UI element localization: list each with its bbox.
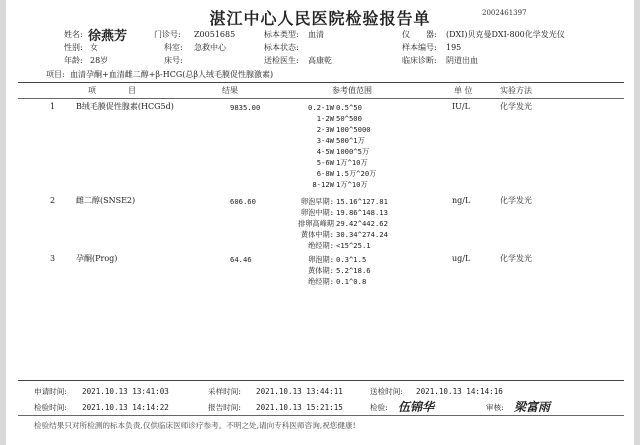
sample-no-label: 样本编号: [402, 43, 437, 52]
table-header-rule [18, 98, 624, 99]
doctor-name: 高康乾 [308, 56, 332, 65]
test-time-label: 检验时间: [34, 403, 67, 412]
dept-label: 科室: [164, 43, 183, 52]
report-sheet [6, 0, 634, 445]
reference-key: 绝经期: [308, 277, 334, 286]
reference-value: 50^500 [336, 114, 362, 123]
name-label: 姓名: [64, 30, 83, 39]
col-result: 结果 [222, 86, 238, 95]
patient-name: 徐燕芳 [88, 29, 128, 44]
reference-key: 绝经期: [308, 241, 334, 250]
test-unit: IU/L [452, 102, 470, 111]
sample-state-label: 标本状态: [264, 43, 299, 52]
reference-value: 29.42^442.62 [336, 219, 388, 228]
reference-key: 2-3W [316, 125, 334, 134]
test-method: 化学发光 [500, 196, 532, 205]
project-label: 项目: [46, 70, 65, 79]
reference-value: 30.34^274.24 [336, 230, 388, 239]
project-items: 血清孕酮+血清雌二醇+β-HCG(总β人绒毛膜促性腺激素) [70, 70, 274, 79]
reference-value: 500^1万 [336, 136, 365, 145]
reference-key: 5-6W [316, 158, 334, 167]
patient-age: 28岁 [90, 56, 109, 65]
reference-value: 15.16^127.81 [336, 197, 388, 206]
sample-type-label: 标本类型: [264, 30, 299, 39]
row-number: 1 [50, 102, 56, 111]
col-method: 实验方法 [500, 86, 532, 95]
report-code: 2002461397 [482, 9, 527, 17]
patient-sex: 女 [90, 43, 98, 52]
test-item-name: B绒毛膜促性腺素(HCG5d) [76, 102, 174, 111]
test-time: 2021.10.13 14:14:22 [82, 403, 169, 412]
auditor-signature: 梁富雨 [514, 400, 551, 414]
reference-value: 0.5^50 [336, 103, 362, 112]
col-item: 项 目 [88, 86, 136, 95]
reference-value: 0.1^0.8 [336, 277, 367, 286]
test-unit: ug/L [452, 254, 471, 263]
reference-key: 卵泡早期: [300, 197, 334, 206]
reference-value: 1万^10万 [336, 158, 368, 167]
collect-time-label: 采样时间: [208, 387, 241, 396]
reference-key: 6-8W [316, 169, 334, 178]
apply-time: 2021.10.13 13:41:03 [82, 387, 169, 396]
table-top-rule [18, 82, 624, 83]
test-result: 9835.00 [230, 103, 261, 112]
test-item-name: 雌二醇(SNSE2) [76, 196, 136, 205]
reference-key: 黄体期: [308, 266, 334, 275]
collect-time: 2021.10.13 13:44:11 [256, 387, 343, 396]
reference-key: 3-4W [316, 136, 334, 145]
test-unit: ng/L [452, 196, 471, 205]
outpatient-number: Z0051685 [194, 30, 236, 39]
test-result: 606.60 [230, 197, 256, 206]
send-time: 2021.10.13 14:14:16 [416, 387, 503, 396]
reference-value: 5.2^18.6 [336, 266, 371, 275]
sex-label: 性别: [64, 43, 83, 52]
report-title: 湛江中心人民医院检验报告单 [209, 9, 431, 28]
age-label: 年龄: [64, 56, 83, 65]
send-time-label: 送检时间: [370, 387, 403, 396]
test-method: 化学发光 [500, 254, 532, 263]
reference-value: 100^5000 [336, 125, 371, 134]
reference-key: 卵泡中期: [300, 208, 334, 217]
report-time: 2021.10.13 15:21:15 [256, 403, 343, 412]
reference-value: 1万^10万 [336, 180, 368, 189]
sample-type: 血清 [308, 30, 324, 39]
disclaimer: 检验结果只对所检测的标本负责,仅供临床医师诊疗参考。不明之处,请向专科医师咨询,祝您健康! [34, 421, 356, 430]
outpatient-label: 门诊号: [154, 30, 181, 39]
tester-signature: 伍锦华 [398, 400, 435, 414]
sample-number: 195 [446, 43, 462, 52]
reference-key: 4-5W [316, 147, 334, 156]
tester-label: 检验: [370, 403, 388, 412]
test-item-name: 孕酮(Prog) [76, 254, 118, 263]
reference-key: 1-2W [316, 114, 334, 123]
reference-key: 8-12W [312, 180, 334, 189]
reference-key: 黄体中期: [300, 230, 334, 239]
department: 急救中心 [194, 43, 226, 52]
row-number: 3 [50, 254, 56, 263]
reference-value: 1.5万^20万 [336, 169, 377, 178]
instrument: (DXI)贝克曼DXI-800化学发光仪 [446, 30, 565, 39]
col-reference: 参考值范围 [332, 86, 372, 95]
diagnosis: 阴道出血 [446, 56, 478, 65]
reference-key: 0.2-1W [308, 103, 334, 112]
row-number: 2 [50, 196, 56, 205]
diagnosis-label: 临床诊断: [402, 56, 437, 65]
reference-value: 1000^5万 [336, 147, 370, 156]
test-method: 化学发光 [500, 102, 532, 111]
report-time-label: 报告时间: [208, 403, 241, 412]
reference-key: 排卵高峰期 [298, 219, 334, 228]
footer-bottom-rule [18, 415, 624, 416]
auditor-label: 审核: [486, 403, 504, 412]
footer-top-rule [18, 380, 624, 381]
doctor-label: 送检医生: [264, 56, 299, 65]
test-result: 64.46 [230, 255, 252, 264]
reference-key: 卵泡期: [308, 255, 334, 264]
apply-time-label: 申请时间: [34, 387, 67, 396]
instrument-label: 仪 器: [402, 30, 437, 39]
reference-value: <15^25.1 [336, 241, 371, 250]
bed-label: 床号: [164, 56, 183, 65]
reference-value: 0.3^1.5 [336, 255, 367, 264]
reference-value: 19.86^148.13 [336, 208, 388, 217]
col-unit: 单 位 [454, 86, 473, 95]
